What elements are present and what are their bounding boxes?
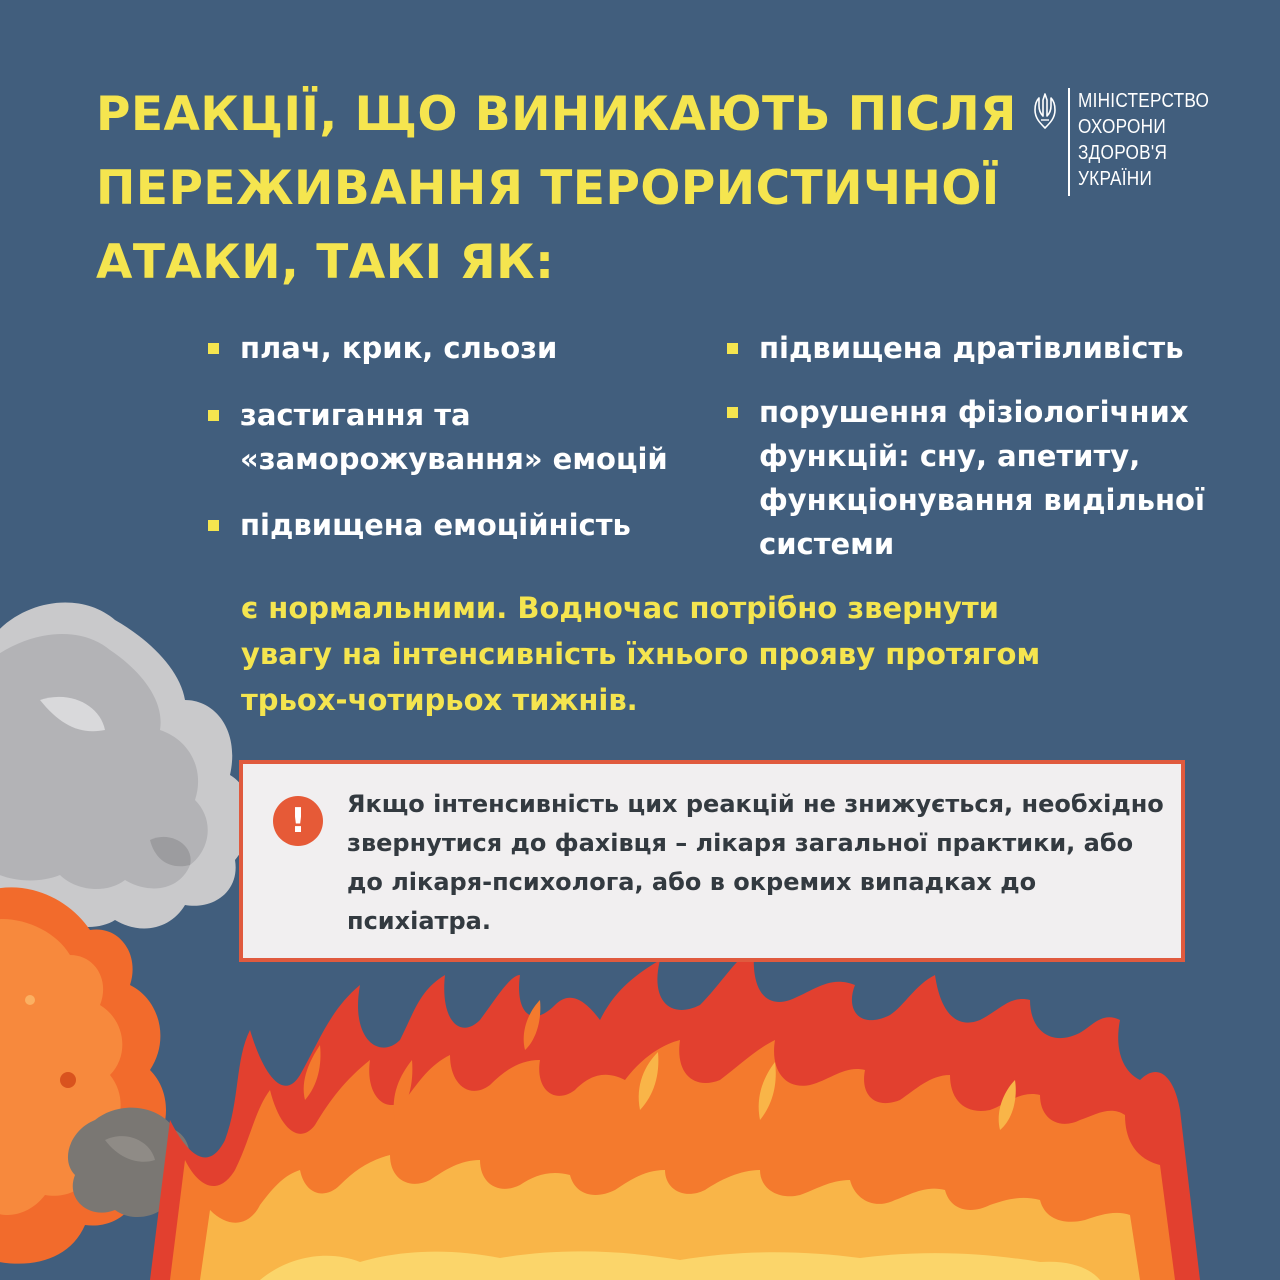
bullet-square-icon: [208, 343, 219, 354]
page-title: [96, 78, 1017, 300]
list-item: [727, 326, 1205, 370]
warning-line: психіатра.: [347, 907, 491, 935]
title-line: ПЕРЕЖИВАННЯ ТЕРОРИСТИЧНОЇ: [96, 161, 1000, 216]
list-item-text: підвищена емоційність: [240, 508, 631, 542]
list-item: [208, 393, 668, 481]
conclusion-line: увагу на інтенсивність їхнього прояву протягом: [241, 637, 1041, 671]
bullet-square-icon: [208, 520, 219, 531]
list-item-text: плач, крик, сльози: [240, 331, 558, 365]
conclusion-line: трьох-чотирьох тижнів.: [241, 683, 638, 717]
list-item-text: функціонування видільної: [759, 483, 1205, 517]
warning-line: звернутися до фахівця – лікаря загальної практики, або: [347, 829, 1134, 857]
warning-text: [347, 785, 1167, 941]
ministry-name-line: ЗДОРОВ'Я: [1078, 142, 1168, 164]
list-item: [208, 326, 668, 370]
title-line: РЕАКЦІЇ, ЩО ВИНИКАЮТЬ ПІСЛЯ: [96, 87, 1017, 142]
list-item-text: застигання та: [240, 398, 471, 432]
list-item-text: підвищена дратівливість: [759, 331, 1184, 365]
list-item-text: «заморожування» емоцій: [240, 442, 668, 476]
ministry-name-line: МІНІСТЕРСТВО: [1078, 90, 1210, 112]
trident-icon: [1032, 92, 1058, 130]
bullet-square-icon: [727, 343, 738, 354]
warning-line: до лікаря-психолога, або в окремих випадках до: [347, 868, 1037, 896]
reactions-list-left: [208, 326, 668, 547]
list-item: [208, 503, 668, 547]
bullet-square-icon: [727, 407, 738, 418]
flames-icon: [150, 945, 1200, 1280]
conclusion-line: є нормальними. Водночас потрібно звернути: [241, 591, 999, 625]
warning-line: Якщо інтенсивність цих реакцій не знижується, необхідно: [347, 790, 1164, 818]
exclamation-icon: !: [273, 796, 323, 846]
list-item-text: порушення фізіологічних: [759, 395, 1189, 429]
bullet-square-icon: [208, 410, 219, 421]
logo-divider: [1068, 88, 1070, 196]
ministry-logo: [1032, 88, 1231, 196]
list-item: [727, 390, 1205, 566]
smoke-cloud-icon: [0, 603, 251, 929]
conclusion-text: [241, 585, 1040, 723]
reactions-list-right: [727, 326, 1205, 566]
warning-box: [239, 760, 1185, 962]
ministry-name-line: УКРАЇНИ: [1078, 168, 1153, 190]
list-item-text: системи: [759, 527, 895, 561]
ministry-name: [1078, 88, 1209, 192]
title-line: АТАКИ, ТАКІ ЯК:: [96, 235, 555, 290]
list-item-text: функцій: сну, апетиту,: [759, 439, 1141, 473]
ministry-name-line: ОХОРОНИ: [1078, 116, 1166, 138]
